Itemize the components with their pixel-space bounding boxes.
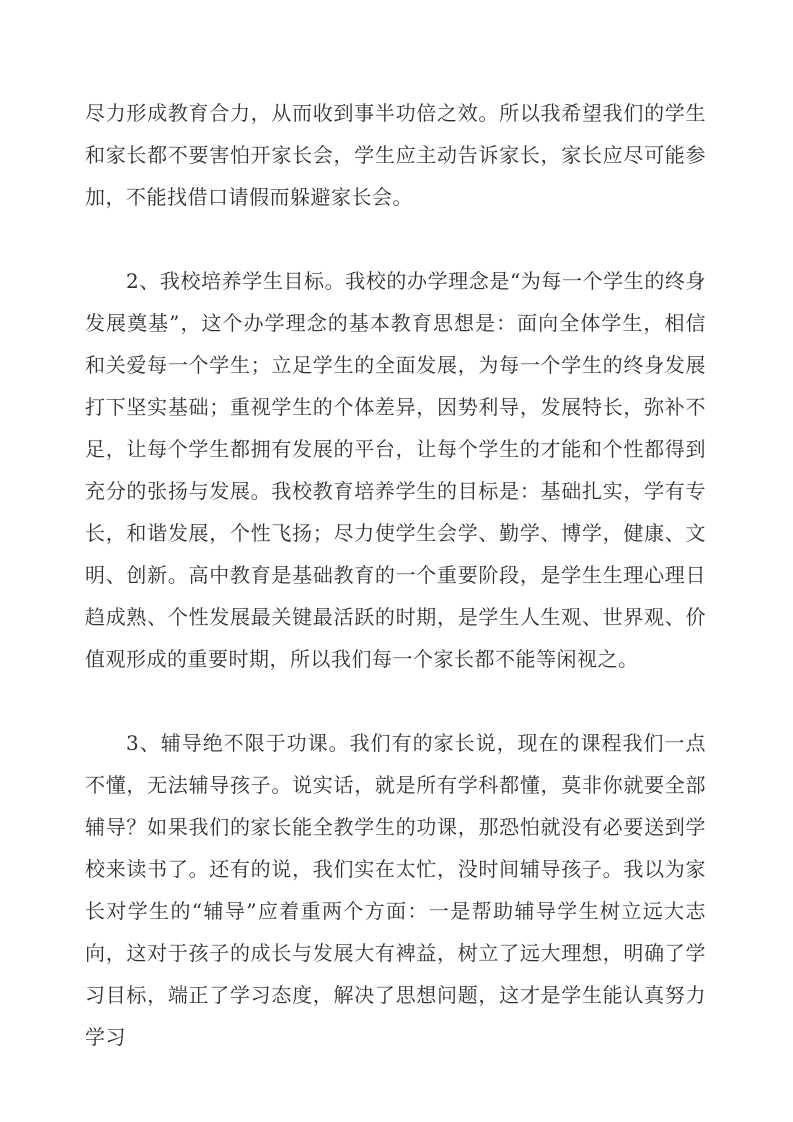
paragraph-continuation: 尽力形成教育合力，从而收到事半功倍之效。所以我希望我们的学生和家长都不要害怕开家长会，学生应主动告诉家长，家长应尽可能参加，不能找借口请假而躲避家长会。 <box>85 101 706 209</box>
paragraph-item-2: 2、我校培养学生目标。我校的办学理念是“为每一个学生的终身发展奠基”，这个办学理念的基本教育思想是：面向全体学生，相信和关爱每一个学生；立足学生的全面发展，为每一个学生的终身发展打下坚实基础；重视学生的个体差异，因势利导，发展特长，弥补不足，让每个学生都拥有发展的平台，让每个学生的才能和个性都得到充分的张扬与发展。我校教育培养学生的目标是：基础扎实，学有专长，和谐发展，个性飞扬；尽力使学生会学、勤学、博学，健康、文明、创新。高中教育是基础教育的一个重要阶段，是学生生理心理日趋成熟、个性发展最关键最活跃的时期，是学生人生观、世界观、价值观形成的重要时期，所以我们每一个家长都不能等闲视之。 <box>85 269 706 671</box>
paragraph-item-3: 3、辅导绝不限于功课。我们有的家长说，现在的课程我们一点不懂，无法辅导孩子。说实话，就是所有学科都懂，莫非你就要全部辅导？如果我们的家长能全教学生的功课，那恐怕就没有必要送到学校来读书了。还有的说，我们实在太忙，没时间辅导孩子。我以为家长对学生的“辅导”应着重两个方面：一是帮助辅导学生树立远大志向，这对于孩子的成长与发展大有裨益，树立了远大理想，明确了学习目标，端正了学习态度，解决了思想问题，这才是学生能认真努力学习 <box>85 731 706 1049</box>
document-content <box>85 92 706 1058</box>
